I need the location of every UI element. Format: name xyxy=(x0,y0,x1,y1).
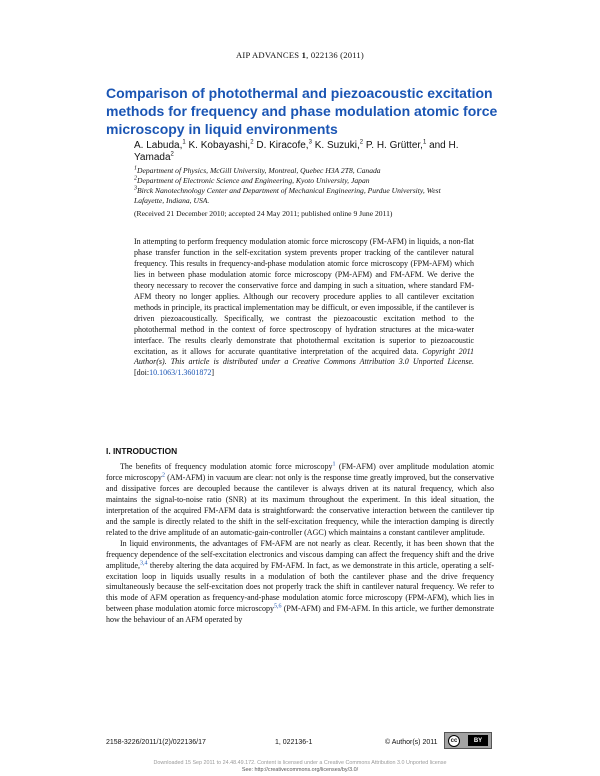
author-name: and H. Yamada xyxy=(134,140,459,163)
affiliation-text: Department of Electronic Science and Engineering, Kyoto University, Japan xyxy=(137,176,370,185)
download-line: Downloaded 15 Sep 2011 to 24.48.49.172. Content is licensed under a Creative Commons Attribution 3.0 Unported license xyxy=(153,760,447,766)
author-affiliation-mark: 2 xyxy=(170,151,174,158)
affiliation-item xyxy=(134,176,454,186)
journal-name: AIP ADVANCES xyxy=(236,50,300,60)
author-list xyxy=(134,140,474,164)
citation-link[interactable]: 2 xyxy=(161,472,165,479)
author-name: P. H. Grütter, xyxy=(365,140,423,151)
paper-title: Comparison of photothermal and piezoacoustic excitation methods for frequency and phase modulation atomic force microscopy in liquid environments xyxy=(106,85,498,137)
text-run: thereby altering the data acquired by FM-AFM. In fact, as we demonstrate in this article, operating a self-excitation loop in liquids usually results in a modulation of both the cantilever phase and the drive frequency simultaneously because the self-excitation does not properly track the shift in cantilever natural frequency. We refer to this mode of AFM operation as frequency-and-phase modulation atomic force microscopy (FPM-AFM), which lies in between phase modulation atomic force microscopy xyxy=(106,560,494,614)
article-reference: , 022136 (2011) xyxy=(306,50,364,60)
affiliation-mark: 2 xyxy=(134,175,137,182)
footer-page-number: 1, 022136-1 xyxy=(275,739,313,746)
cc-icon: cc xyxy=(448,735,460,747)
author-affiliation-mark: 1 xyxy=(182,139,186,146)
author-name: K. Kobayashi, xyxy=(188,140,251,151)
affiliation-list xyxy=(134,166,454,206)
citation-link[interactable]: 5,6 xyxy=(274,603,282,610)
citation-link[interactable]: 3,4 xyxy=(140,559,148,566)
journal-header xyxy=(0,50,600,60)
author-name: K. Suzuki, xyxy=(314,140,360,151)
text-run: In liquid environments, the advantages of FM-AFM are not nearly as clear. Recently, it has been shown that the frequency dependence of the self-excitation electronics and viscous damping can affect the frequency shift and the drive amplitude, xyxy=(106,538,494,570)
affiliation-mark: 3 xyxy=(134,185,137,192)
creative-commons-logo[interactable] xyxy=(444,732,492,749)
abstract xyxy=(134,237,474,379)
by-icon: BY xyxy=(468,735,488,746)
affiliation-text: Department of Physics, McGill University, Montreal, Quebec H3A 2T8, Canada xyxy=(137,166,381,175)
doi-suffix: ] xyxy=(211,368,215,378)
section-heading: I. INTRODUCTION xyxy=(106,446,178,456)
text-run: (PM-AFM) and FM-AFM. In this article, we further demonstrate how the behaviour of an AFM operated by xyxy=(106,604,494,625)
affiliation-item xyxy=(134,166,454,176)
license-link[interactable]: See: http://creativecommons.org/licenses/by/3.0/ xyxy=(241,767,359,773)
author-affiliation-mark: 1 xyxy=(422,139,427,146)
paragraph xyxy=(106,539,494,627)
doi-link[interactable]: 10.1063/1.3601872 xyxy=(149,368,212,378)
text-run: (FM-AFM) over amplitude modulation atomic force microscopy xyxy=(106,462,495,482)
footer-copyright: © Author(s) 2011 xyxy=(385,739,438,746)
author-name: D. Kiracofe, xyxy=(256,140,309,151)
download-notice xyxy=(0,760,600,774)
body-text xyxy=(106,462,494,626)
author-name: A. Labuda, xyxy=(134,140,183,151)
paragraph xyxy=(106,462,494,539)
author-affiliation-mark: 3 xyxy=(308,139,312,146)
journal-volume: 1 xyxy=(301,50,307,60)
citation-link[interactable]: 1 xyxy=(332,461,336,468)
abstract-text: In attempting to perform frequency modulation atomic force microscopy (FM-AFM) in liquids, a non-flat phase transfer function in the self-excitation system prevents proper tracking of the cantilever natural frequency. This results in frequency-and-phase modulation atomic force microscopy (FPM-AFM) which lies in between phase modulation atomic force microscopy (PM-AFM) and FM-AFM. We derive the theory necessary to recover the conservative force and damping in such a situation, where standard FM-AFM theory no longer applies. Although our recovery procedure applies to all cantilever excitation methods in principle, its practical implementation may be difficult, or even impossible, if the cantilever is driven piezoacoustically. Specifically, we contrast the piezoacoustic excitation method to the photothermal method in the context of force spectroscopy of hydration structures at the mica-water interface. The results clearly demonstrate that photothermal excitation is superior to piezoacoustic excitation, as it allows for accurate quantitative interpretation of the acquired data. xyxy=(134,237,474,356)
footer-issn: 2158-3226/2011/1(2)/022136/17 xyxy=(106,739,206,746)
received-dates: (Received 21 December 2010; accepted 24 May 2011; published online 9 June 2011) xyxy=(134,209,393,218)
copyright-statement: Copyright 2011 Author(s). This article is distributed under a Creative Commons Attribution 3.0 Unported License. xyxy=(134,346,474,367)
author-affiliation-mark: 2 xyxy=(250,139,254,146)
affiliation-item xyxy=(134,186,454,206)
doi-prefix: [doi: xyxy=(134,368,150,378)
affiliation-mark: 1 xyxy=(134,165,137,172)
text-run: (AM-AFM) in vacuum are clear: not only is the response time greatly improved, but the conservative and dissipative forces are decoupled because the cantilever is always driven at its natural frequency, which also maintains the signal-to-noise ratio (SNR) at its maximum throughout the experiment. In this ideal situation, the interpretation of the acquired FM-AFM data is straightforward: the conservative interaction between the cantilever tip and the sample is directly related to the shift in the self-excitation frequency, while the interaction damping is directly related to the drive amplitude of an automatic-gain-controller (AGC) which maintains a constant cantilever amplitude. xyxy=(106,472,494,537)
text-run: The benefits of frequency modulation atomic force microscopy xyxy=(120,462,333,471)
author-affiliation-mark: 2 xyxy=(359,139,364,146)
affiliation-text: Birck Nanotechnology Center and Department of Mechanical Engineering, Purdue University, West Lafayette, Indiana, USA. xyxy=(134,186,441,205)
